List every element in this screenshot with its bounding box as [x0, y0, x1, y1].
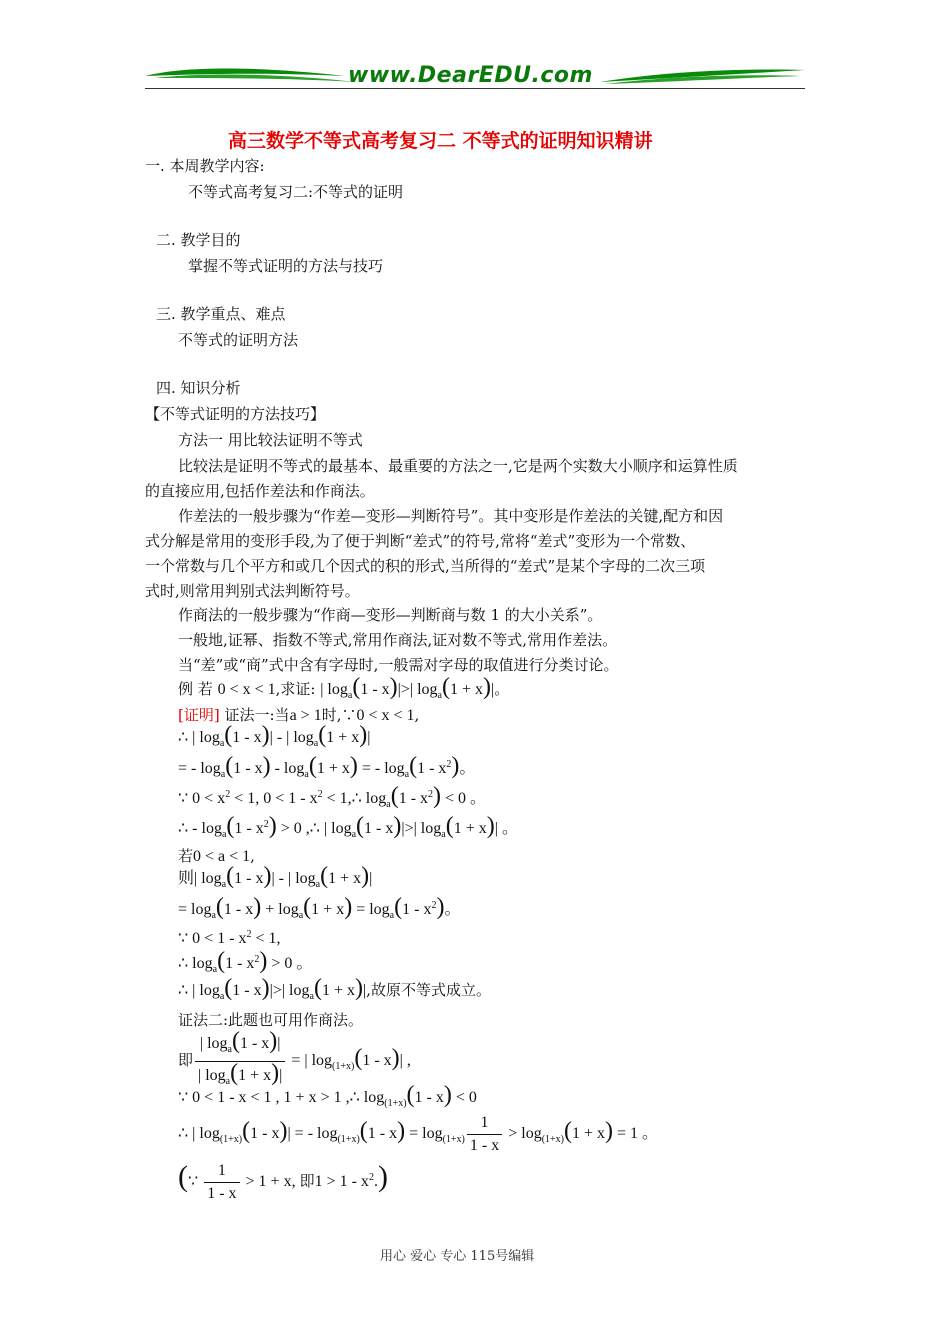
- case-2-line-1: 则| $\log_a(1 - x)|$ - | $\log_a(1 + x)|$: [178, 863, 373, 890]
- case-2-intro: 若0 < a < 1,: [178, 847, 255, 865]
- methods-heading: 【不等式证明的方法技巧】: [145, 405, 326, 423]
- section-1-heading: 一. 本周教学内容:: [145, 157, 265, 175]
- case-2-line-5: ∴ | $\log_a(1 - x)|>|$ $\log_a(1 + x)|$,故原不等式成立。: [178, 975, 491, 1002]
- paragraph-1b: 的直接应用,包括作差法和作商法。: [145, 482, 375, 500]
- proof-2-line-2: ∵ 0 < 1 - x < 1 , 1 + x > 1 ,∴ $\log_{(1+x)}(1 - x) < 0$: [178, 1082, 477, 1109]
- proof-1-line-3: ∵ $0 < x^2 < 1$, $0 < 1 - x^2$ < 1,∴ $\log_a(1 - x^2) < 0$ 。: [178, 783, 487, 810]
- site-brand[interactable]: www.DearEDU.com: [348, 63, 593, 88]
- proof-1-intro: [证明] 证法一:当a > 1时,∵0 < x < 1,: [178, 706, 420, 724]
- header-swoosh-left: [145, 62, 360, 90]
- paragraph-1a: 比较法是证明不等式的最基本、最重要的方法之一,它是两个实数大小顺序和运算性质: [178, 457, 738, 475]
- paragraph-5: 当“差”或“商”式中含有字母时,一般需对字母的取值进行分类讨论。: [178, 656, 619, 674]
- paragraph-3: 作商法的一般步骤为“作商—变形—判断商与数 1 的大小关系”。: [178, 606, 603, 624]
- page-footer: 用心 爱心 专心 115号编辑: [380, 1249, 535, 1264]
- page-title: 高三数学不等式高考复习二 不等式的证明知识精讲: [228, 130, 653, 152]
- example-statement: 例 若 0 < x < 1,求证: | $\log_a(1 - x)|>|$ $\log_a(1 + x)|$。: [178, 674, 510, 701]
- header-rule: [145, 88, 805, 89]
- proof-2-intro: 证法二:此题也可用作商法。: [178, 1011, 364, 1029]
- section-2-body: 掌握不等式证明的方法与技巧: [188, 257, 384, 275]
- section-2-heading: 二. 教学目的: [156, 231, 241, 249]
- paragraph-2c: 一个常数与几个平方和或几个因式的积的形式,当所得的“差式”是某个字母的二次三项: [145, 557, 706, 575]
- method-1-title: 方法一 用比较法证明不等式: [178, 431, 363, 449]
- paragraph-4: 一般地,证幂、指数不等式,常用作商法,证对数不等式,常用作差法。: [178, 631, 618, 649]
- case-2-line-4: ∴ $\log_a(1 - x^2) > 0$ 。: [178, 948, 313, 975]
- proof-label: [证明]: [178, 706, 220, 724]
- paragraph-2b: 式分解是常用的变形手段,为了便于判断“差式”的符号,常将“差式”变形为一个常数、: [145, 532, 696, 550]
- proof-2-line-1: 即 $\frac{| \log_a(1 - x)|}{| \log_a(1 + x)|}$ = | $\log_{(1+x)}(1 - x)|$ ,: [178, 1028, 411, 1087]
- section-4-heading: 四. 知识分析: [156, 379, 241, 397]
- proof-1-line-4: ∴ - $\log_a(1 - x^2) > 0$ ,∴ | $\log_a(1 - x)|>|$ $\log_a(1 + x)|$ 。: [178, 813, 518, 840]
- section-1-body: 不等式高考复习二:不等式的证明: [188, 183, 404, 201]
- section-3-heading: 三. 教学重点、难点: [156, 305, 286, 323]
- proof-1-line-2: = - $\log_a(1 - x) - \log_a(1 + x)$ = - $\log_a(1 - x^2)$。: [178, 753, 476, 780]
- header-swoosh-right: [600, 62, 805, 90]
- paragraph-2d: 式时,则常用判别式法判断符号。: [145, 582, 360, 600]
- paragraph-2a: 作差法的一般步骤为“作差—变形—判断符号”。其中变形是作差法的关键,配方和因: [178, 507, 724, 525]
- section-3-body: 不等式的证明方法: [178, 331, 299, 349]
- proof-2-note: (∵ $\frac{1}{1 - x}$ > 1 + x, 即$1 > 1 - x^2$.): [178, 1160, 388, 1202]
- proof-2-line-3: ∴ | $\log_{(1+x)}(1 - x)|$ = - $\log_{(1+x)}(1 - x) = \log_{(1+x)}$ $\frac{1}{1 - x}$ > $\log_{(1+x)}(1 + x) = 1$ 。: [178, 1114, 659, 1154]
- case-2-line-3: ∵ $0 < 1 - x^2 < 1$,: [178, 929, 281, 947]
- proof-1-line-1: ∴ | $\log_a(1 - x)|$ - | $\log_a(1 + x)|$: [178, 722, 371, 749]
- case-2-line-2: = $\log_a(1 - x) + \log_a(1 + x) = \log_a(1 - x^2)$。: [178, 894, 461, 921]
